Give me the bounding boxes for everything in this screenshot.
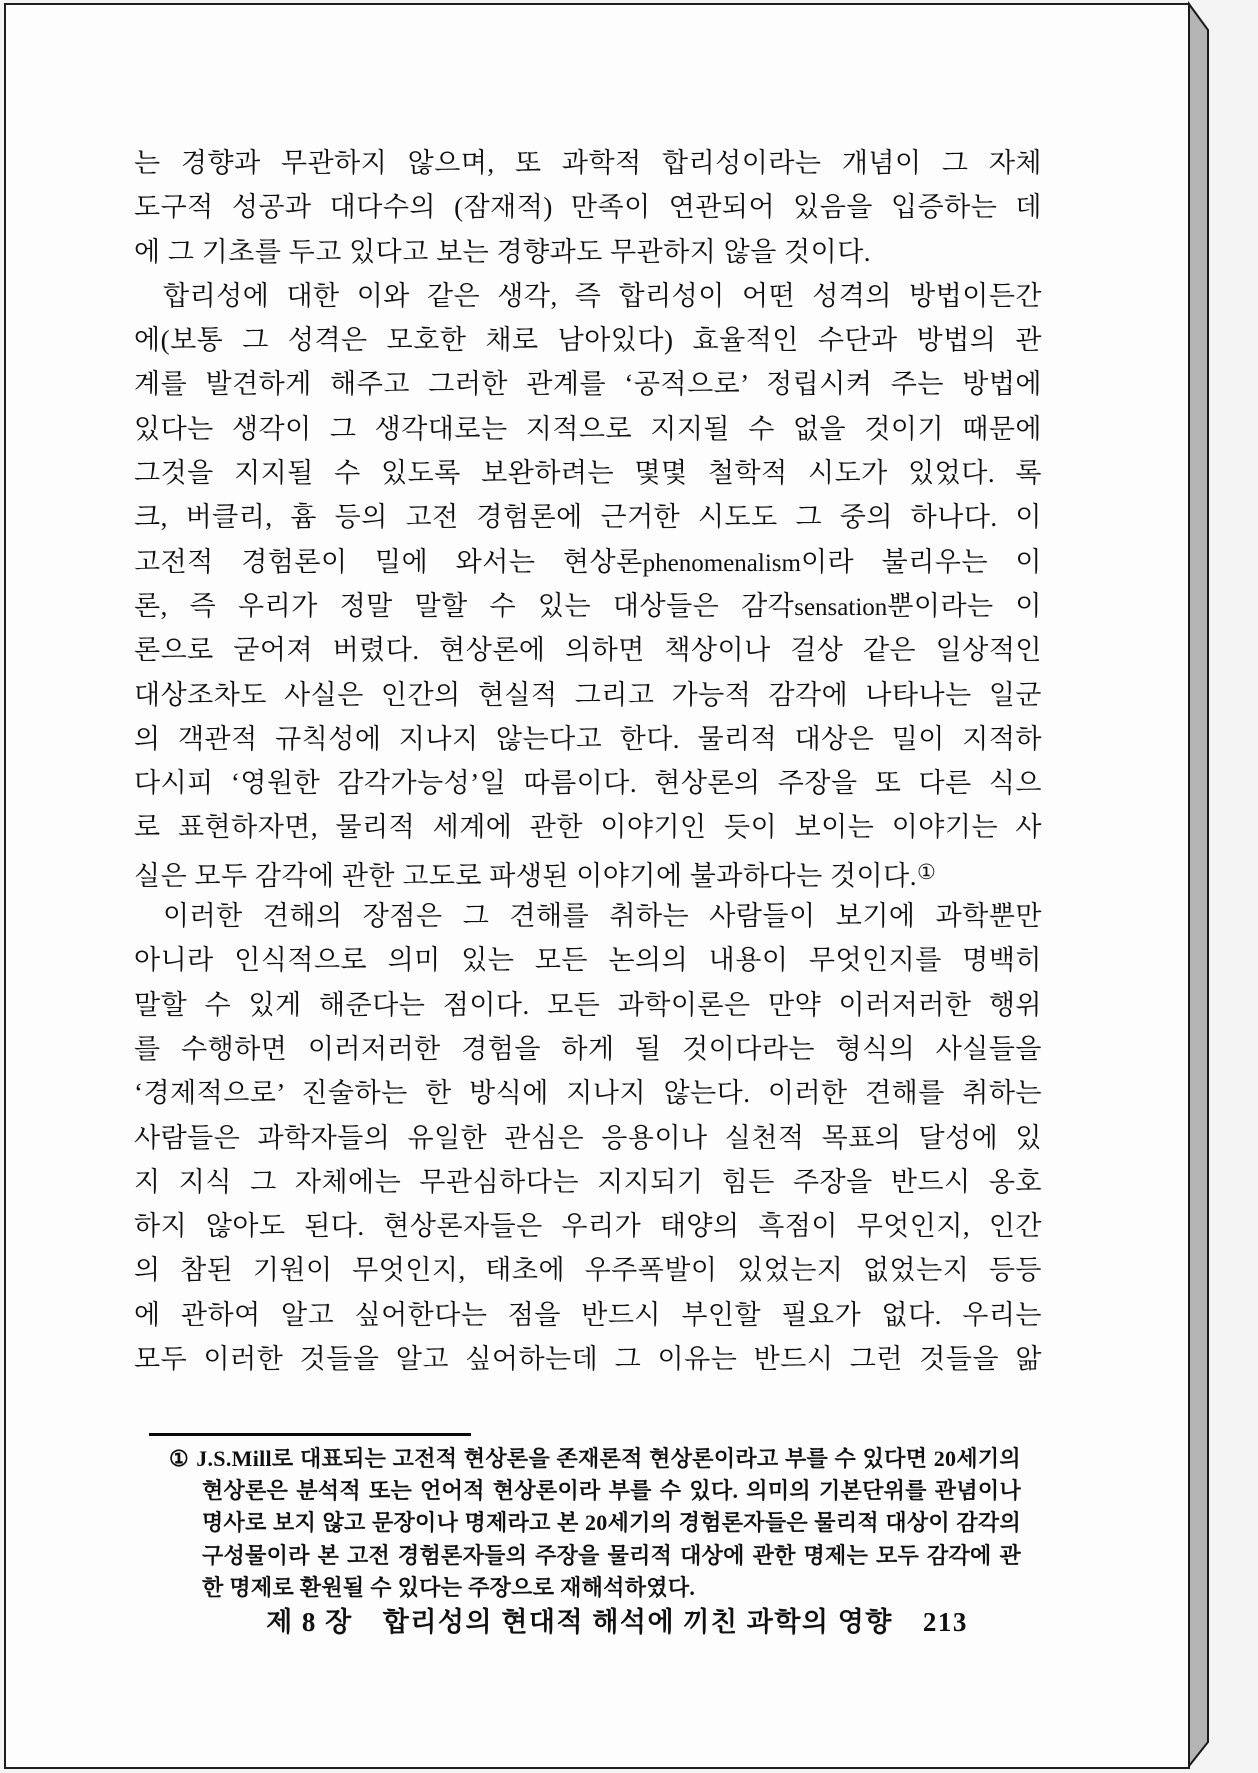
text-run: ‘경제적으로’ 진술하는 한 방식에 지나지 않는다. 이러한 견해를 취하는: [134, 1078, 1042, 1109]
body-line: [134, 1116, 1042, 1160]
body-line: [134, 141, 1042, 185]
body-line: [134, 1071, 1042, 1115]
book-page: [4, 3, 1190, 1769]
body-line: [134, 185, 1042, 229]
text-run: 합리성에 대한 이와 같은 생각, 즉 합리성이 어떤 성격의 방법이든간: [163, 280, 1042, 311]
emphasized-text: 를 수행하면 이러저러한 경험을 하게 될 것이다: [134, 1033, 762, 1064]
footnote-block: [169, 1443, 1021, 1604]
text-run: 사람들은 과학자들의 유일한 관심은 응용이나 실천적 목표의 달성에 있: [134, 1122, 1042, 1153]
body-line: [134, 673, 1042, 717]
body-line: [134, 761, 1042, 805]
text-run: 론, 즉 우리가 정말 말할 수 있는 대상들은: [134, 590, 742, 621]
text-run: 의 객관적 규칙성에 지나지 않는다고 한다. 물리적 대상은 밀이 지적하: [134, 723, 1042, 754]
footnote-line: 한 명제로 환원될 수 있다는 주장으로 재해석하였다.: [202, 1574, 696, 1600]
text-run: 지 지식 그 자체에는 무관심하다는 지지되기 힘든 주장을 반드시 옹호: [134, 1166, 1042, 1197]
footnote-line: ① J.S.Mill로 대표되는 고전적 현상론을 존재론적 현상론이라고 부를 수 있다면 20세기의: [169, 1446, 1021, 1471]
footnote-line: 현상론은 분석적 또는 언어적 현상론이라 부를 수 있다. 의미의 기본단위를 관념이나: [202, 1478, 1021, 1504]
text-run: 있다는 생각이 그 생각대로는 지적으로 지지될 수 없을 것이기 때문에: [134, 413, 1042, 444]
body-line: [134, 1160, 1042, 1204]
footnote-line: 구성물이라 본 고전 경험론자들의 주장을 물리적 대상에 관한 명제는 모두 감각에 관: [202, 1542, 1021, 1568]
text-run: 이라 불리우는 이: [800, 546, 1042, 577]
body-line: [134, 1293, 1042, 1337]
text-run: 도구적 성공과 대다수의 (잠재적) 만족이 연관되어 있음을 입증하는 데: [134, 192, 1042, 223]
running-footer: [163, 1606, 1071, 1638]
text-run: 하지 않아도 된다. 현상론자들은 우리가 태양의 흑점이 무엇인지, 인간: [134, 1211, 1042, 1242]
body-line: [134, 318, 1042, 362]
text-run: 는 경향과 무관하지 않으며, 또 과학적 합리성이라는 개념이 그 자체: [134, 148, 1042, 178]
emphasized-text: 감각: [741, 590, 795, 621]
body-line: [134, 495, 1042, 539]
body-line: [134, 407, 1042, 451]
footer-title: 합리성의 현대적 해석에 끼친 과학의 영향: [382, 1607, 893, 1637]
body-line: [134, 1337, 1042, 1381]
body-line: [134, 540, 1042, 584]
body-line: [134, 894, 1042, 938]
footnote-separator: [149, 1433, 471, 1436]
text-run: 에 관하여 알고 싶어한다는 점을 반드시 부인할 필요가 없다. 우리는: [134, 1299, 1042, 1330]
body-line: [134, 274, 1042, 318]
text-run: 모두 이러한 것들을 알고 싶어하는데 그 이유는 반드시 그런 것들을 앎: [134, 1344, 1042, 1375]
body-line: [134, 584, 1042, 628]
latin-term: phenomenalism: [642, 549, 801, 577]
footnote-line: 명사로 보지 않고 문장이나 명제라고 본 20세기의 경험론자들은 물리적 대상이 감각의: [202, 1510, 1021, 1536]
text-run: 아니라 인식적으로 의미 있는 모든 논의의 내용이 무엇인지를 명백히: [134, 945, 1042, 976]
body-line: [134, 451, 1042, 495]
body-line: [134, 1027, 1042, 1071]
footnote-marker: ①: [916, 859, 936, 884]
text-run: 의 참된 기원이 무엇인지, 태초에 우주폭발이 있었는지 없었는지 등등: [134, 1255, 1042, 1286]
text-run: 라는 형식의 사실들을: [761, 1033, 1042, 1064]
text-run: 뿐이라는 이: [887, 590, 1042, 621]
body-line: [134, 1248, 1042, 1292]
text-run: 이러한 견해의 장점은 그 견해를 취하는 사람들이 보기에 과학뿐만: [163, 901, 1042, 932]
body-line: [134, 850, 1042, 894]
page-edge: [1188, 0, 1212, 1773]
text-run: 그것을 지지될 수 있도록 보완하려는 몇몇 철학적 시도가 있었다. 록: [134, 458, 1042, 489]
text-run: 에 그 기초를 두고 있다고 보는 경향과도 무관하지 않을 것이다.: [134, 236, 872, 267]
body-line: [134, 230, 1042, 274]
body-line: [134, 805, 1042, 849]
body-line: [134, 717, 1042, 761]
text-run: 론으로 굳어져 버렸다. 현상론에 의하면 책상이나 걸상 같은 일상적인: [134, 635, 1042, 666]
emphasized-text: 만약 이러저러한 행위: [767, 989, 1042, 1020]
body-line: [134, 1204, 1042, 1248]
text-run: 실은 모두 감각에 관한 고도로 파생된 이야기에 불과하다는 것이다.: [134, 860, 917, 891]
text-run: 계를 발견하게 해주고 그러한 관계를 ‘공적으로’ 정립시켜 주는 방법에: [134, 369, 1042, 400]
text-run: 로 표현하자면, 물리적 세계에 관한 이야기인 듯이 보이는 이야기는 사: [134, 812, 1042, 843]
text-run: 대상조차도 사실은 인간의 현실적 그리고 가능적 감각에 나타나는 일군: [134, 679, 1042, 710]
latin-term: sensation: [794, 593, 888, 621]
text-run: 다시피 ‘영원한 감각가능성’일 따름이다. 현상론의 주장을 또 다른 식으: [134, 768, 1042, 799]
body-line: [134, 983, 1042, 1027]
text-run: 에(보통 그 성격은 모호한 채로 남아있다) 효율적인 수단과 방법의 관: [134, 325, 1042, 356]
body-line: [134, 938, 1042, 982]
text-run: 말할 수 있게 해준다는 점이다. 모든 과학이론은: [134, 989, 768, 1020]
footer-page-number: 213: [922, 1607, 968, 1637]
body-line: [134, 362, 1042, 406]
body-text-block: [134, 141, 1042, 1381]
text-run: 고전적 경험론이 밀에 와서는 현상론: [134, 546, 643, 577]
text-run: 크, 버클리, 흄 등의 고전 경험론에 근거한 시도도 그 중의 하나다. 이: [134, 502, 1042, 533]
footer-chapter: 제 8 장: [266, 1607, 353, 1637]
body-line: [134, 628, 1042, 672]
